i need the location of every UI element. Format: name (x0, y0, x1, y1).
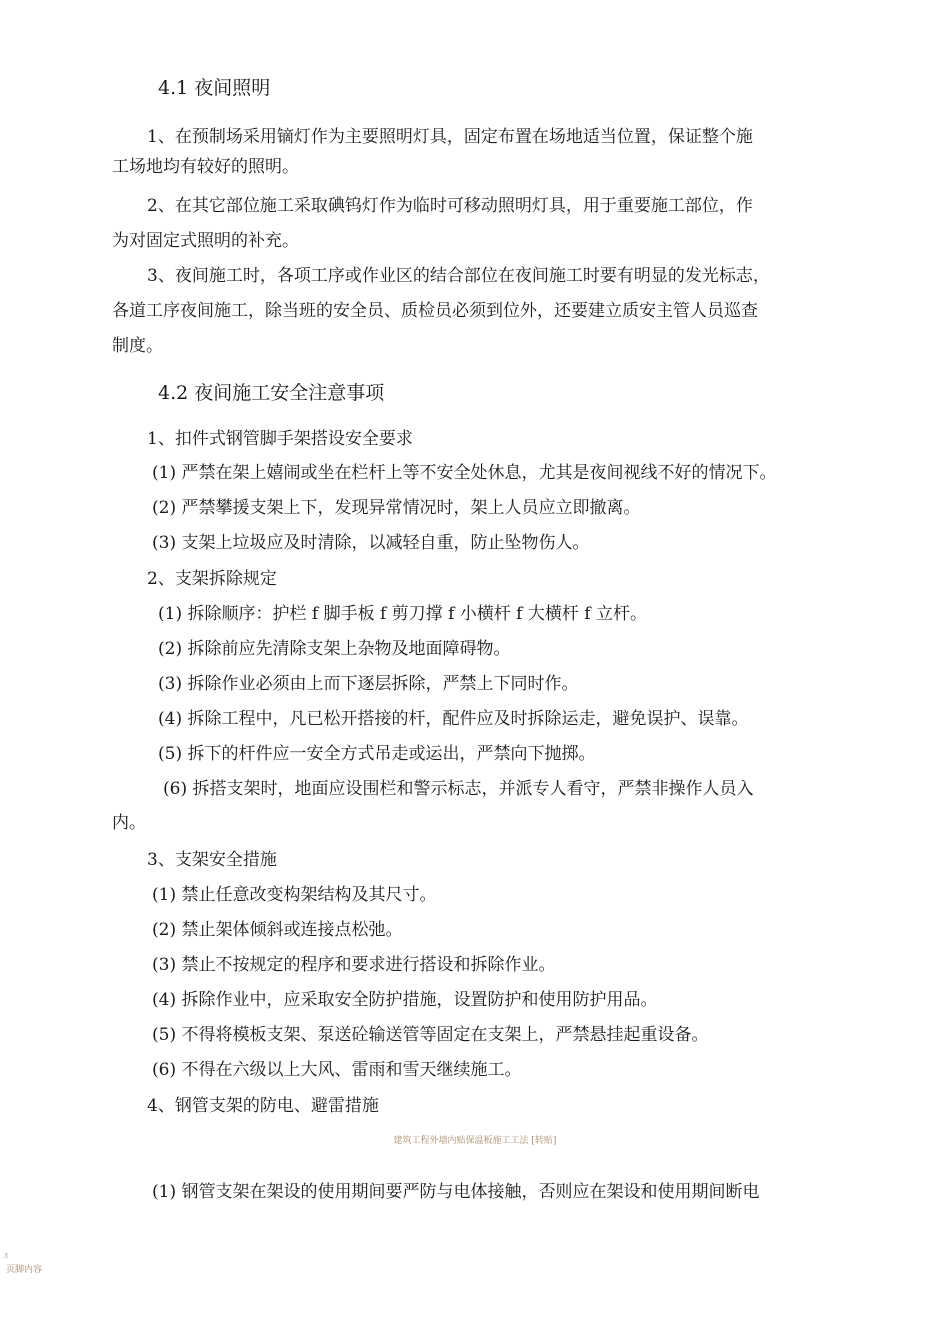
list-item: (3) 禁止不按规定的程序和要求进行搭设和拆除作业。 (152, 955, 556, 975)
section-heading-4-2: 4.2 夜间施工安全注意事项 (158, 382, 385, 404)
list-item: (3) 拆除作业必须由上而下逐层拆除，严禁上下同时作。 (158, 674, 579, 694)
subsection-title: 4、钢管支架的防电、避雷措施 (147, 1096, 379, 1116)
list-item: (1) 钢管支架在架设的使用期间要严防与电体接触，否则应在架设和使用期间断电 (152, 1182, 760, 1202)
list-item: (2) 严禁攀援支架上下，发现异常情况时，架上人员应立即撤离。 (152, 498, 641, 518)
list-item: (5) 拆下的杆件应一安全方式吊走或运出，严禁向下抛掷。 (158, 744, 596, 764)
running-header: 建筑工程外墙内贴保温板施工工法 [转贴] (393, 1136, 557, 1146)
list-item: (1) 严禁在架上嬉闹或坐在栏杆上等不安全处休息，尤其是夜间视线不好的情况下。 (152, 463, 777, 483)
paragraph-line: 工场地均有较好的照明。 (112, 157, 299, 177)
section-heading-4-1: 4.1 夜间照明 (158, 77, 271, 99)
list-item: (1) 拆除顺序：护栏 f 脚手板 f 剪刀撑 f 小横杆 f 大横杆 f 立杆。 (158, 604, 647, 624)
paragraph-line: 制度。 (112, 336, 163, 356)
list-item: (1) 禁止任意改变构架结构及其尺寸。 (152, 885, 437, 905)
page-number: 3 (4, 1253, 8, 1260)
page-footer: 页脚内容 (6, 1265, 43, 1275)
subsection-title: 1、扣件式钢管脚手架搭设安全要求 (147, 429, 413, 449)
list-item: (5) 不得将模板支架、泵送砼输送管等固定在支架上，严禁悬挂起重设备。 (152, 1025, 709, 1045)
list-item: (2) 禁止架体倾斜或连接点松弛。 (152, 920, 403, 940)
paragraph-line: 1、在预制场采用镝灯作为主要照明灯具，固定布置在场地适当位置，保证整个施 (147, 127, 753, 147)
list-item-continuation: 内。 (112, 813, 146, 833)
list-item: (4) 拆除工程中，凡已松开搭接的杆，配件应及时拆除运走，避免误护、误靠。 (158, 709, 749, 729)
subsection-title: 2、支架拆除规定 (147, 569, 277, 589)
subsection-title: 3、支架安全措施 (147, 850, 277, 870)
list-item: (6) 不得在六级以上大风、雷雨和雪天继续施工。 (152, 1060, 522, 1080)
list-item: (3) 支架上垃圾应及时清除，以减轻自重，防止坠物伤人。 (152, 533, 590, 553)
list-item: (2) 拆除前应先清除支架上杂物及地面障碍物。 (158, 639, 511, 659)
paragraph-line: 2、在其它部位施工采取碘钨灯作为临时可移动照明灯具，用于重要施工部位，作 (147, 196, 753, 216)
paragraph-line: 3、夜间施工时，各项工序或作业区的结合部位在夜间施工时要有明显的发光标志， (147, 266, 770, 286)
paragraph-line: 为对固定式照明的补充。 (112, 231, 299, 251)
list-item: (6) 拆搭支架时，地面应设围栏和警示标志，并派专人看守，严禁非操作人员入 (163, 779, 754, 799)
list-item: (4) 拆除作业中，应采取安全防护措施，设置防护和使用防护用品。 (152, 990, 658, 1010)
paragraph-line: 各道工序夜间施工，除当班的安全员、质检员必须到位外，还要建立质安主管人员巡查 (112, 301, 758, 321)
